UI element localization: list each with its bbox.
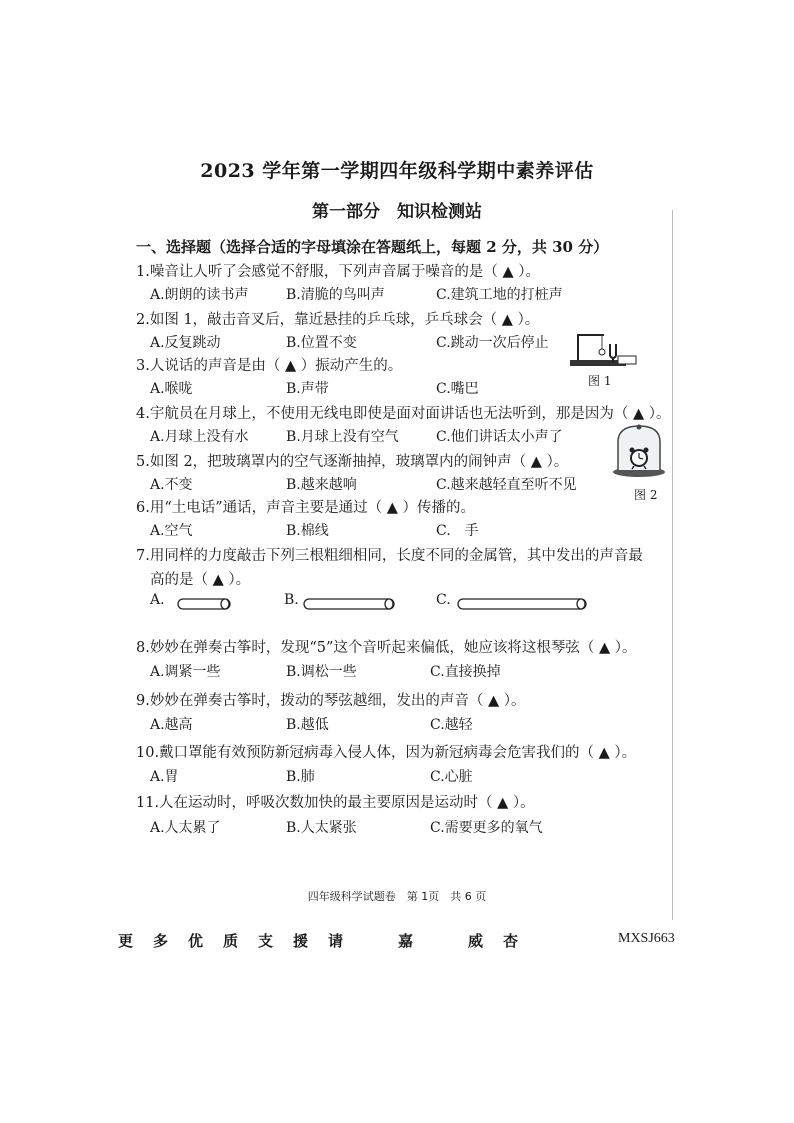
q6-option-c: C. 手 — [436, 523, 479, 539]
q4-option-c: C.他们讲话太小声了 — [436, 429, 563, 445]
tuning-fork-figure — [566, 330, 646, 370]
q3-option-c: C.嘴巴 — [436, 381, 479, 397]
question-10: 10.戴口罩能有效预防新冠病毒入侵人体，因为新冠病毒会危害我们的（ ▲ ）。 — [136, 745, 637, 761]
question-7: 7.用同样的力度敲击下列三根粗细相同，长度不同的金属管，其中发出的声音最 — [136, 548, 643, 564]
q8-option-a: A.调紧一些 — [150, 664, 221, 680]
figure-1-caption: 图 1 — [588, 374, 612, 388]
q10-option-a: A.胃 — [150, 769, 179, 785]
q11-option-c: C.需要更多的氧气 — [430, 820, 543, 836]
q11-option-a: A.人太累了 — [150, 820, 221, 836]
q2-option-c: C.跳动一次后停止 — [436, 335, 549, 351]
q6-option-a: A.空气 — [150, 523, 193, 539]
q4-option-b: B.月球上没有空气 — [286, 429, 399, 445]
q1-option-c: C.建筑工地的打桩声 — [436, 287, 563, 303]
q7-option-c: C. — [436, 592, 451, 608]
q8-option-b: B.调松一些 — [286, 664, 357, 680]
q5-option-c: C.越来越轻直至听不见 — [436, 477, 577, 493]
q7-option-a: A. — [150, 592, 165, 608]
q3-option-b: B.声带 — [286, 381, 329, 397]
short-pipe-icon — [176, 596, 234, 612]
long-pipe-icon — [456, 596, 590, 612]
q10-option-b: B.肺 — [286, 769, 315, 785]
q3-option-a: A.喉咙 — [150, 381, 193, 397]
q2-option-b: B.位置不变 — [286, 335, 357, 351]
q4-option-a: A.月球上没有水 — [150, 429, 249, 445]
page-footer: 四年级科学试题卷 第 1页 共 6 页 — [307, 890, 487, 903]
q6-option-b: B.棉线 — [286, 523, 329, 539]
question-7-cont: 高的是（ ▲ ）。 — [150, 572, 251, 588]
q2-option-a: A.反复跳动 — [150, 335, 221, 351]
q5-option-a: A.不变 — [150, 477, 193, 493]
q9-option-b: B.越低 — [286, 717, 329, 733]
figure-2-caption: 图 2 — [634, 488, 658, 502]
q7-option-b: B. — [284, 592, 299, 608]
promo-banner: 更多优质支援请 嘉 威杏 — [118, 932, 539, 950]
q9-option-a: A.越高 — [150, 717, 193, 733]
document-code: MXSJ663 — [618, 931, 675, 946]
bell-jar-figure — [610, 422, 668, 480]
section-heading: 一、选择题（选择合适的字母填涂在答题纸上，每题 2 分，共 30 分） — [136, 238, 609, 256]
q1-option-a: A.朗朗的读书声 — [150, 287, 249, 303]
question-8: 8.妙妙在弹奏古筝时，发现“5”这个音听起来偏低，她应该将这根琴弦（ ▲ ）。 — [136, 640, 637, 656]
question-4: 4.宇航员在月球上，不使用无线电即使是面对面讲话也无法听到，那是因为（ ▲ ）。 — [136, 406, 671, 422]
question-5: 5.如图 2，把玻璃罩内的空气逐渐抽掉，玻璃罩内的闹钟声（ ▲ ）。 — [136, 454, 569, 470]
question-11: 11.人在运动时，呼吸次数加快的最主要原因是运动时（ ▲ ）。 — [136, 795, 535, 811]
medium-pipe-icon — [302, 596, 398, 612]
q9-option-c: C.越轻 — [430, 717, 473, 733]
q11-option-b: B.人太紧张 — [286, 820, 357, 836]
question-2: 2.如图 1，敲击音叉后，靠近悬挂的乒乓球，乒乓球会（ ▲ ）。 — [136, 312, 540, 328]
q5-option-b: B.越来越响 — [286, 477, 357, 493]
question-6: 6.用“土电话”通话，声音主要是通过（ ▲ ）传播的。 — [136, 500, 476, 516]
question-3: 3.人说话的声音是由（ ▲ ）振动产生的。 — [136, 358, 403, 374]
part-title: 第一部分 知识检测站 — [312, 202, 482, 222]
question-1: 1.噪音让人听了会感觉不舒服，下列声音属于噪音的是（ ▲ ）。 — [136, 264, 540, 280]
q1-option-b: B.清脆的鸟叫声 — [286, 287, 385, 303]
q10-option-c: C.心脏 — [430, 769, 473, 785]
page-edge-line — [672, 210, 673, 920]
question-9: 9.妙妙在弹奏古筝时，拨动的琴弦越细，发出的声音（ ▲ ）。 — [136, 693, 526, 709]
q8-option-c: C.直接换掉 — [430, 664, 501, 680]
exam-title: 2023 学年第一学期四年级科学期中素养评估 — [200, 160, 594, 182]
